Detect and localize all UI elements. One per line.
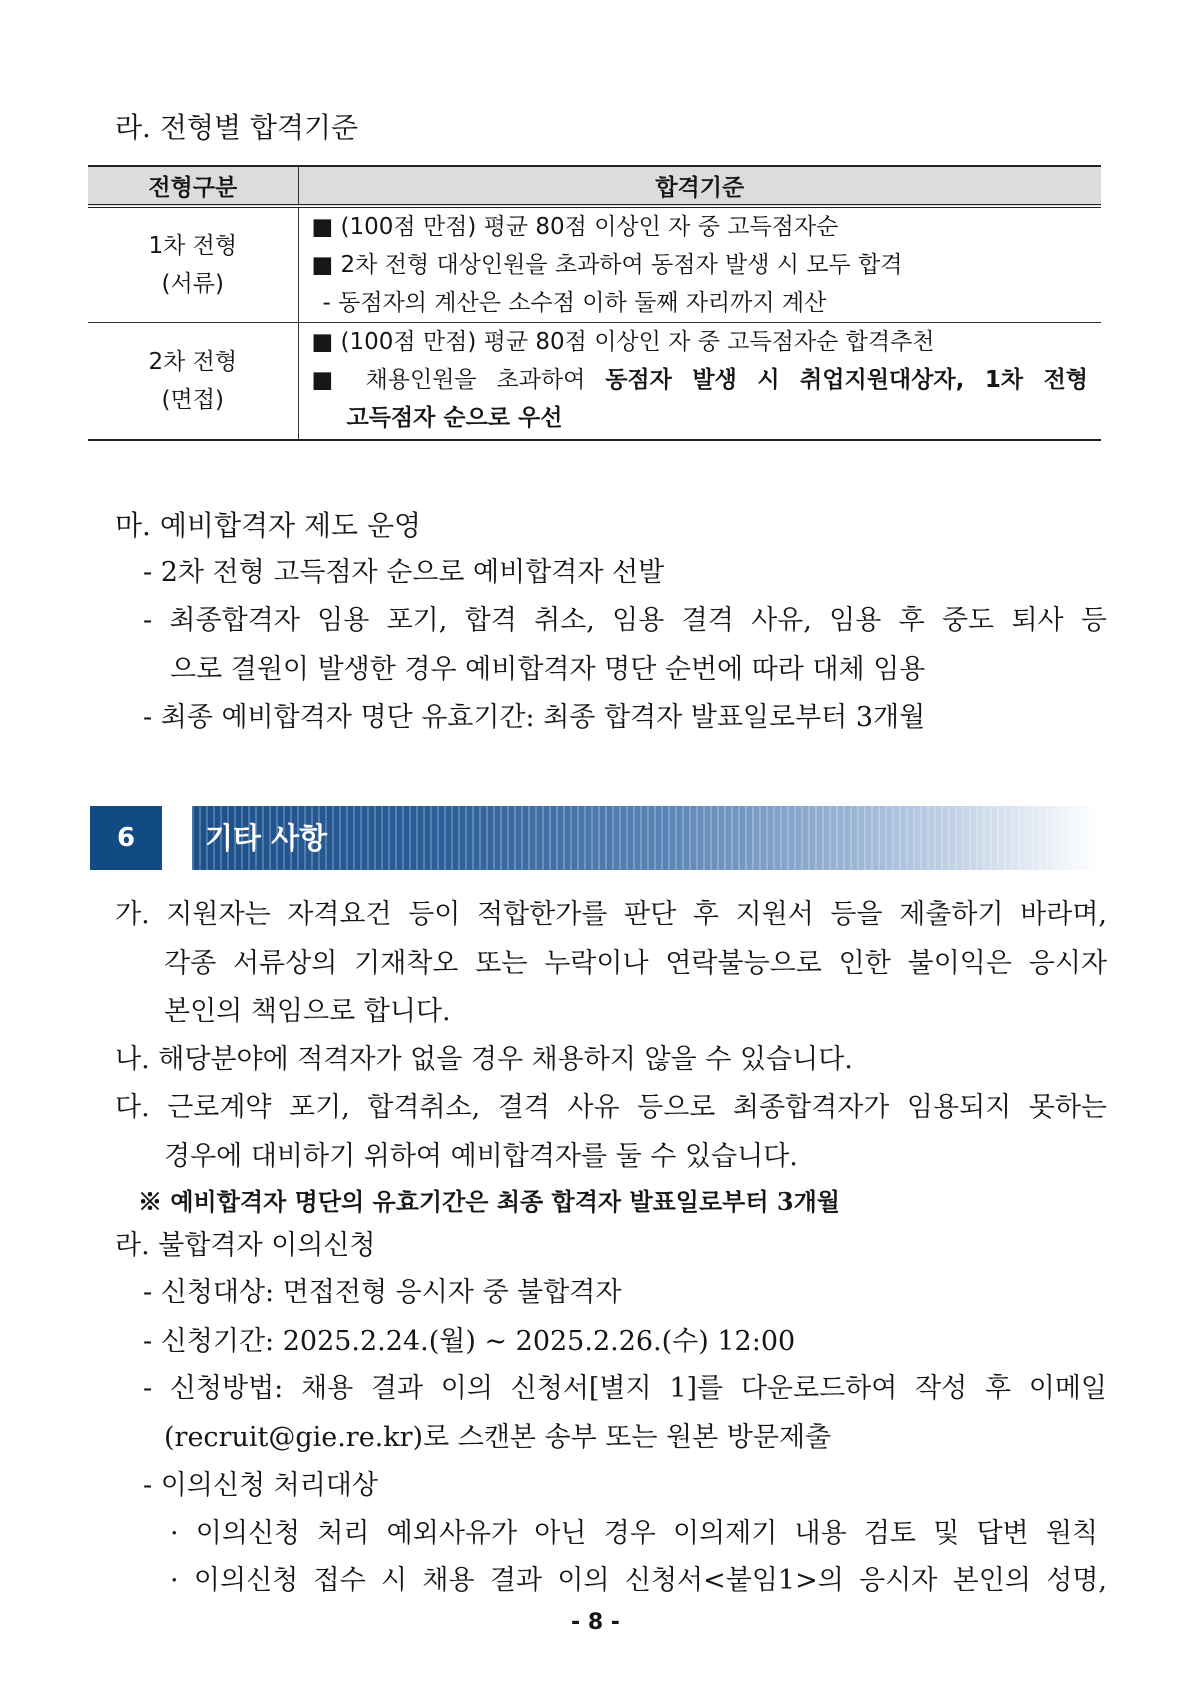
- page-number: - 8 -: [571, 1610, 620, 1635]
- table-row: [88, 206, 1101, 323]
- item-ga-line: 본인의 책임으로 합니다.: [164, 996, 451, 1027]
- reserve-line: - 최종합격자 임용 포기, 합격 취소, 임용 결격 사유, 임용 후 중도 퇴사 등: [143, 605, 1107, 636]
- item-ga-line: 각종 서류상의 기재착오 또는 누락이나 연락불능으로 인한 불이익은 응시자: [164, 948, 1107, 979]
- objection-line: - 이의신청 처리대상: [143, 1470, 378, 1501]
- reserve-line: - 최종 예비합격자 명단 유효기간: 최종 합격자 발표일로부터 3개월: [143, 702, 926, 733]
- table-row: [88, 323, 1101, 441]
- reserve-note: ※ 예비합격자 명단의 유효기간은 최종 합격자 발표일로부터 3개월: [138, 1187, 840, 1216]
- stage-name: 1차 전형: [148, 233, 238, 259]
- criteria-line: [299, 361, 1102, 399]
- criteria-text: ■ 채용인원을 초과하여: [311, 367, 586, 393]
- criteria-line: ■ (100점 만점) 평균 80점 이상인 자 중 고득점자순: [311, 214, 839, 240]
- objection-bullet: · 이의신청 처리 예외사유가 아닌 경우 이의제기 내용 검토 및 답변 원칙: [170, 1518, 1098, 1549]
- reserve-heading: 마. 예비합격자 제도 운영: [115, 509, 422, 542]
- table-header-row: [88, 166, 1101, 206]
- objection-heading: 라. 불합격자 이의신청: [115, 1230, 376, 1261]
- criteria-cell: [298, 323, 1101, 441]
- criteria-line: [299, 399, 1102, 437]
- section-number: 6: [90, 806, 162, 870]
- stage-name: 2차 전형: [148, 349, 238, 375]
- criteria-emphasis: 고득점자 순으로 우선: [346, 405, 563, 431]
- item-ga-line: 가. 지원자는 자격요건 등이 적합한가를 판단 후 지원서 등을 제출하기 바라며,: [115, 899, 1107, 930]
- header-criteria: 합격기준: [298, 166, 1101, 206]
- item-da-line: 다. 근로계약 포기, 합격취소, 결격 사유 등으로 최종합격자가 임용되지 못하는: [115, 1092, 1107, 1123]
- objection-line: - 신청기간: 2025.2.24.(월) ~ 2025.2.26.(수) 12:00: [143, 1326, 796, 1357]
- reserve-line: 으로 결원이 발생한 경우 예비합격자 명단 순번에 따라 대체 임용: [170, 654, 926, 685]
- reserve-line: - 2차 전형 고득점자 순으로 예비합격자 선발: [143, 557, 665, 588]
- criteria-cell: [298, 206, 1101, 323]
- header-stage: 전형구분: [88, 166, 298, 206]
- stage-cell: [88, 206, 298, 323]
- criteria-table: [88, 165, 1101, 441]
- objection-line: - 신청대상: 면접전형 응시자 중 불합격자: [143, 1277, 622, 1308]
- criteria-line: ■ (100점 만점) 평균 80점 이상인 자 중 고득점자순 합격추천: [311, 329, 935, 355]
- criteria-subline: - 동점자의 계산은 소수점 이하 둘째 자리까지 계산: [322, 290, 827, 316]
- objection-bullet: · 이의신청 접수 시 채용 결과 이의 신청서<붙임1>의 응시자 본인의 성명,: [170, 1565, 1107, 1596]
- criteria-heading: 라. 전형별 합격기준: [115, 111, 359, 144]
- stage-type: (서류): [161, 271, 224, 297]
- objection-line: (recruit@gie.re.kr)로 스캔본 송부 또는 원본 방문제출: [164, 1422, 832, 1453]
- item-na-line: 나. 해당분야에 적격자가 없을 경우 채용하지 않을 수 있습니다.: [115, 1044, 853, 1075]
- criteria-emphasis: 동점자 발생 시 취업지원대상자, 1차 전형: [605, 367, 1089, 393]
- item-da-line: 경우에 대비하기 위하여 예비합격자를 둘 수 있습니다.: [164, 1141, 798, 1172]
- section-title: 기타 사항: [205, 821, 328, 855]
- criteria-line: ■ 2차 전형 대상인원을 초과하여 동점자 발생 시 모두 합격: [311, 252, 903, 278]
- stage-cell: [88, 323, 298, 441]
- objection-line: - 신청방법: 채용 결과 이의 신청서[별지 1]를 다운로드하여 작성 후 이메일: [143, 1373, 1107, 1404]
- section-title-bar: [192, 806, 1101, 870]
- stage-type: (면접): [161, 387, 224, 413]
